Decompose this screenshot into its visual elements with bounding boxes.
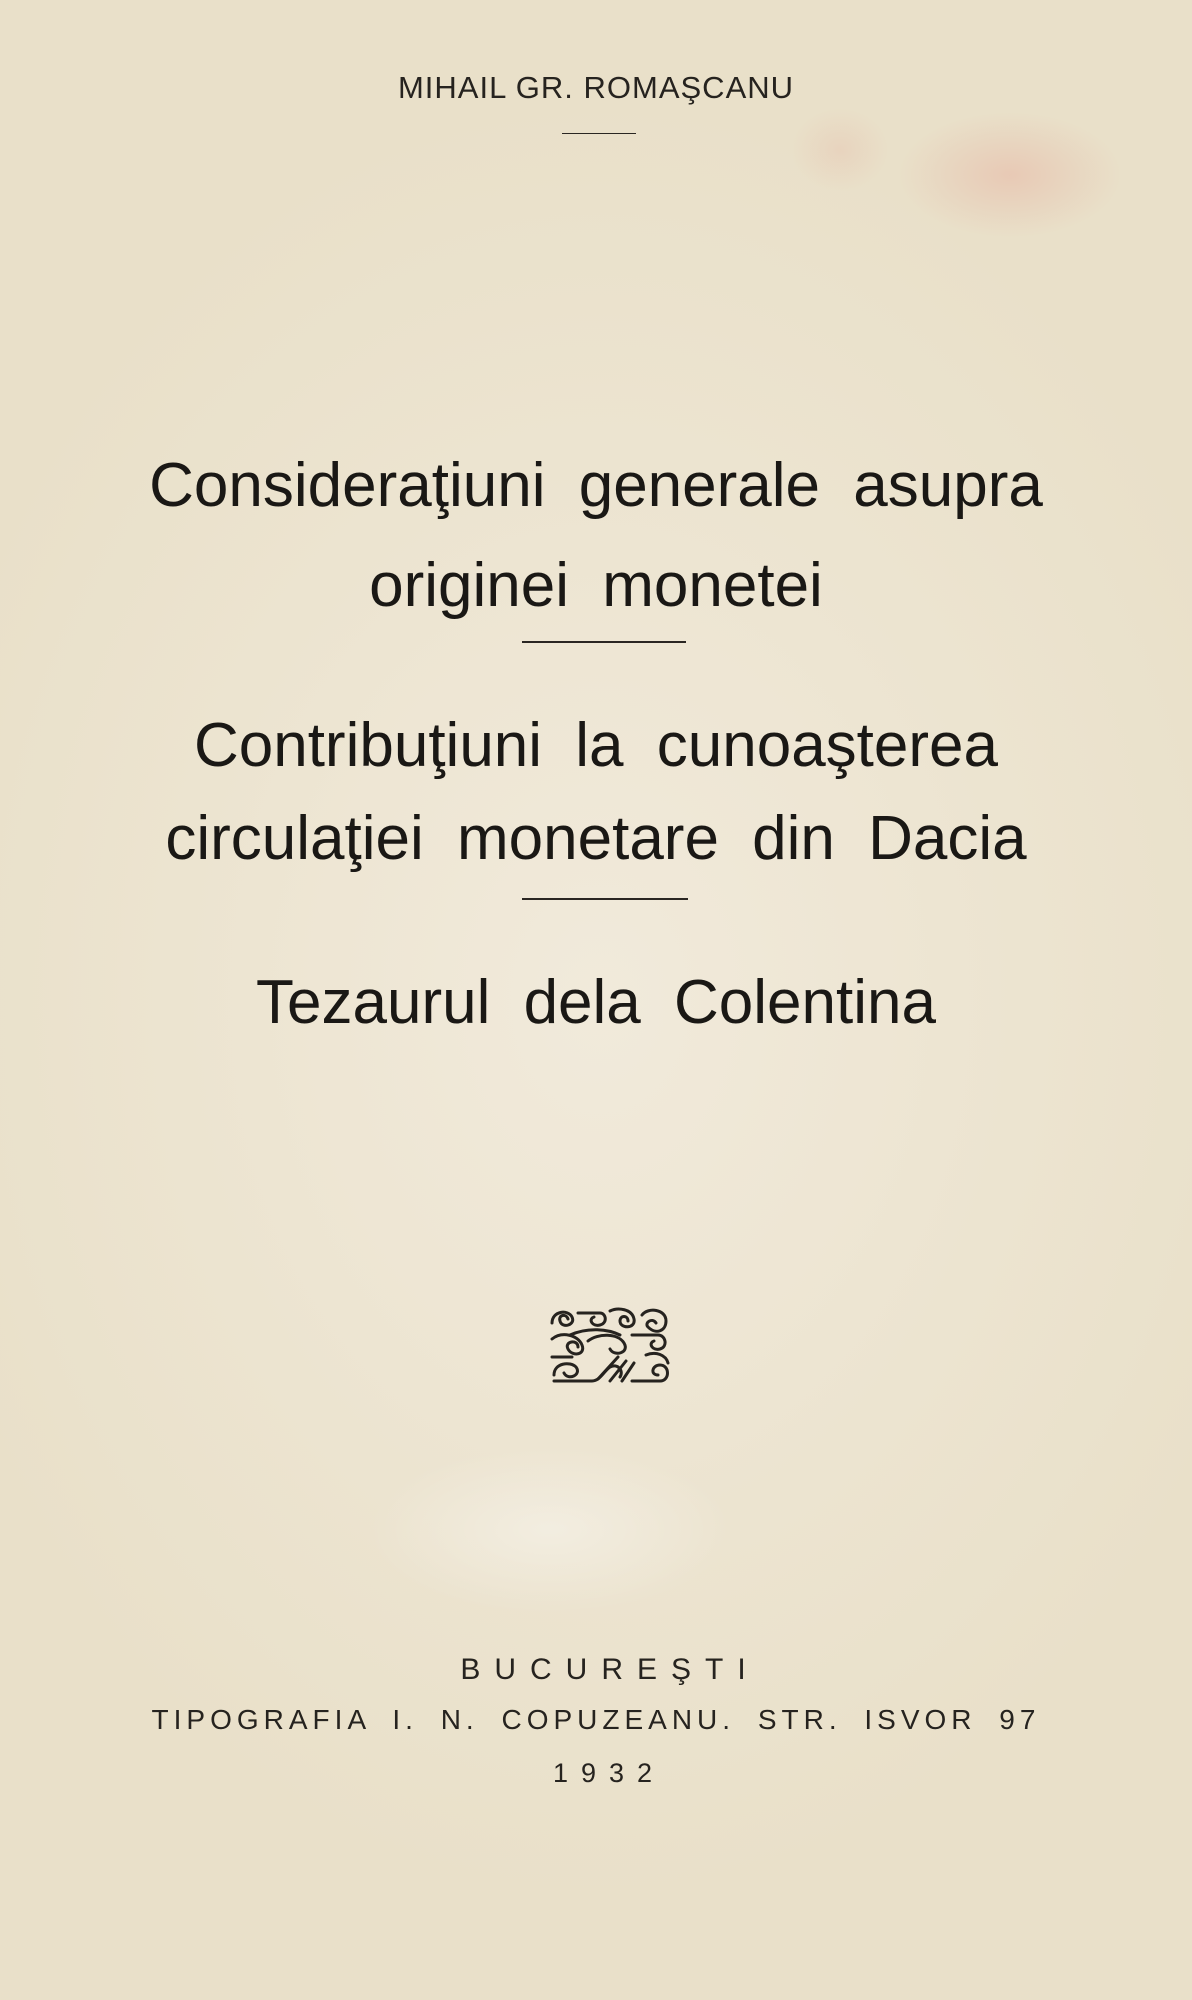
title-1-line-2: originei monetei bbox=[369, 551, 823, 620]
title-1-line-1: Consideraţiuni generale asupra bbox=[149, 451, 1043, 520]
author-name: MIHAIL GR. ROMAŞCANU bbox=[397, 70, 795, 105]
publication-year: 1932 bbox=[552, 1758, 666, 1788]
title-3-line-1: Tezaurul dela Colentina bbox=[256, 968, 936, 1037]
author-divider bbox=[562, 133, 636, 134]
printer-address: TIPOGRAFIA I. N. COPUZEANU. STR. ISVOR 97 bbox=[151, 1704, 1041, 1735]
leaf-vine-ornament-icon bbox=[548, 1305, 672, 1387]
title-2-line-2: circulaţiei monetare din Dacia bbox=[165, 804, 1027, 873]
title-divider-2 bbox=[522, 898, 688, 900]
publication-city: BUCUREŞTI bbox=[460, 1653, 760, 1686]
title-divider-1 bbox=[522, 641, 686, 643]
title-2-line-1: Contribuţiuni la cunoaşterea bbox=[193, 711, 999, 780]
